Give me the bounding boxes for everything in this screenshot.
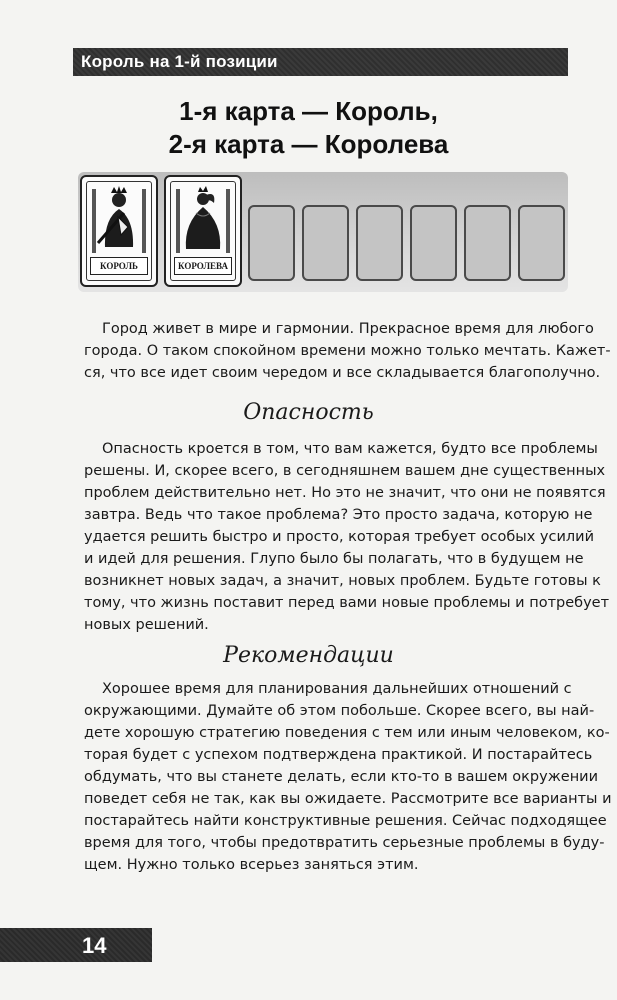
recommendations-paragraph [84, 678, 612, 876]
recommendations-line: время для того, чтобы предотвратить серьезные проблемы в буду- [84, 835, 605, 851]
danger-line: новых решений. [84, 617, 209, 633]
danger-line: проблем действительно нет. Но это не значит, что они не появятся [84, 485, 606, 501]
intro-line: ся, что все идет своим чередом и все складывается благополучно. [84, 365, 601, 381]
recommendations-line: окружающими. Думайте об этом побольше. Скорее всего, вы най- [84, 703, 595, 719]
king-card [80, 175, 158, 287]
page-title-line-1: 1-я карта — Король, [179, 96, 438, 126]
intro-paragraph [84, 318, 611, 384]
empty-card-slot [248, 205, 295, 281]
intro-line: города. О таком спокойном времени можно только мечтать. Кажет- [84, 343, 611, 359]
danger-heading: Опасность [243, 400, 374, 425]
danger-line: завтра. Ведь что такое проблема? Это просто задача, которую не [84, 507, 593, 523]
chapter-header [73, 48, 568, 76]
empty-card-slot [518, 205, 565, 281]
recommendations-line: щем. Нужно только всерьез заняться этим. [84, 857, 419, 873]
queen-card [164, 175, 242, 287]
chapter-header-title: Король на 1-й позиции [81, 52, 278, 71]
recommendations-heading: Рекомендации [223, 643, 394, 668]
danger-line: Опасность кроется в том, что вам кажется, будто все проблемы [102, 441, 598, 457]
page-title-line-2: 2-я карта — Королева [168, 129, 449, 159]
recommendations-line: поведет себя не так, как вы ожидаете. Рассмотрите все варианты и [84, 791, 612, 807]
danger-paragraph [84, 438, 610, 636]
king-card-label: КОРОЛЬ [90, 257, 148, 275]
danger-line: возникнет новых задач, а значит, новых проблем. Будьте готовы к [84, 573, 601, 589]
empty-card-slot [356, 205, 403, 281]
recommendations-line: торая будет с успехом подтверждена практикой. И постарайтесь [84, 747, 593, 763]
empty-card-slot [410, 205, 457, 281]
queen-figure-icon [172, 183, 234, 257]
page-title [0, 95, 617, 161]
recommendations-line: дете хорошую стратегию поведения с тем или иным человеком, ко- [84, 725, 610, 741]
danger-line: тому, что жизнь поставит перед вами новые проблемы и потребует [84, 595, 610, 611]
queen-card-label: КОРОЛЕВА [174, 257, 232, 275]
empty-card-slot [464, 205, 511, 281]
card-layout-strip [78, 172, 568, 292]
danger-line: и идей для решения. Глупо было бы полагать, что в будущем не [84, 551, 584, 567]
intro-line: Город живет в мире и гармонии. Прекрасное время для любого [102, 321, 594, 337]
king-figure-icon [88, 183, 150, 257]
danger-line: удается решить быстро и просто, которая требует особых усилий [84, 529, 594, 545]
danger-line: решены. И, скорее всего, в сегодняшнем вашем дне существенных [84, 463, 606, 479]
recommendations-line: Хорошее время для планирования дальнейших отношений с [102, 681, 572, 697]
page-footer [0, 928, 152, 962]
recommendations-line: постарайтесь найти конструктивные решения. Сейчас подходящее [84, 813, 607, 829]
page-number: 14 [82, 933, 107, 958]
empty-card-slot [302, 205, 349, 281]
recommendations-line: обдумать, что вы станете делать, если кто-то в вашем окружении [84, 769, 599, 785]
